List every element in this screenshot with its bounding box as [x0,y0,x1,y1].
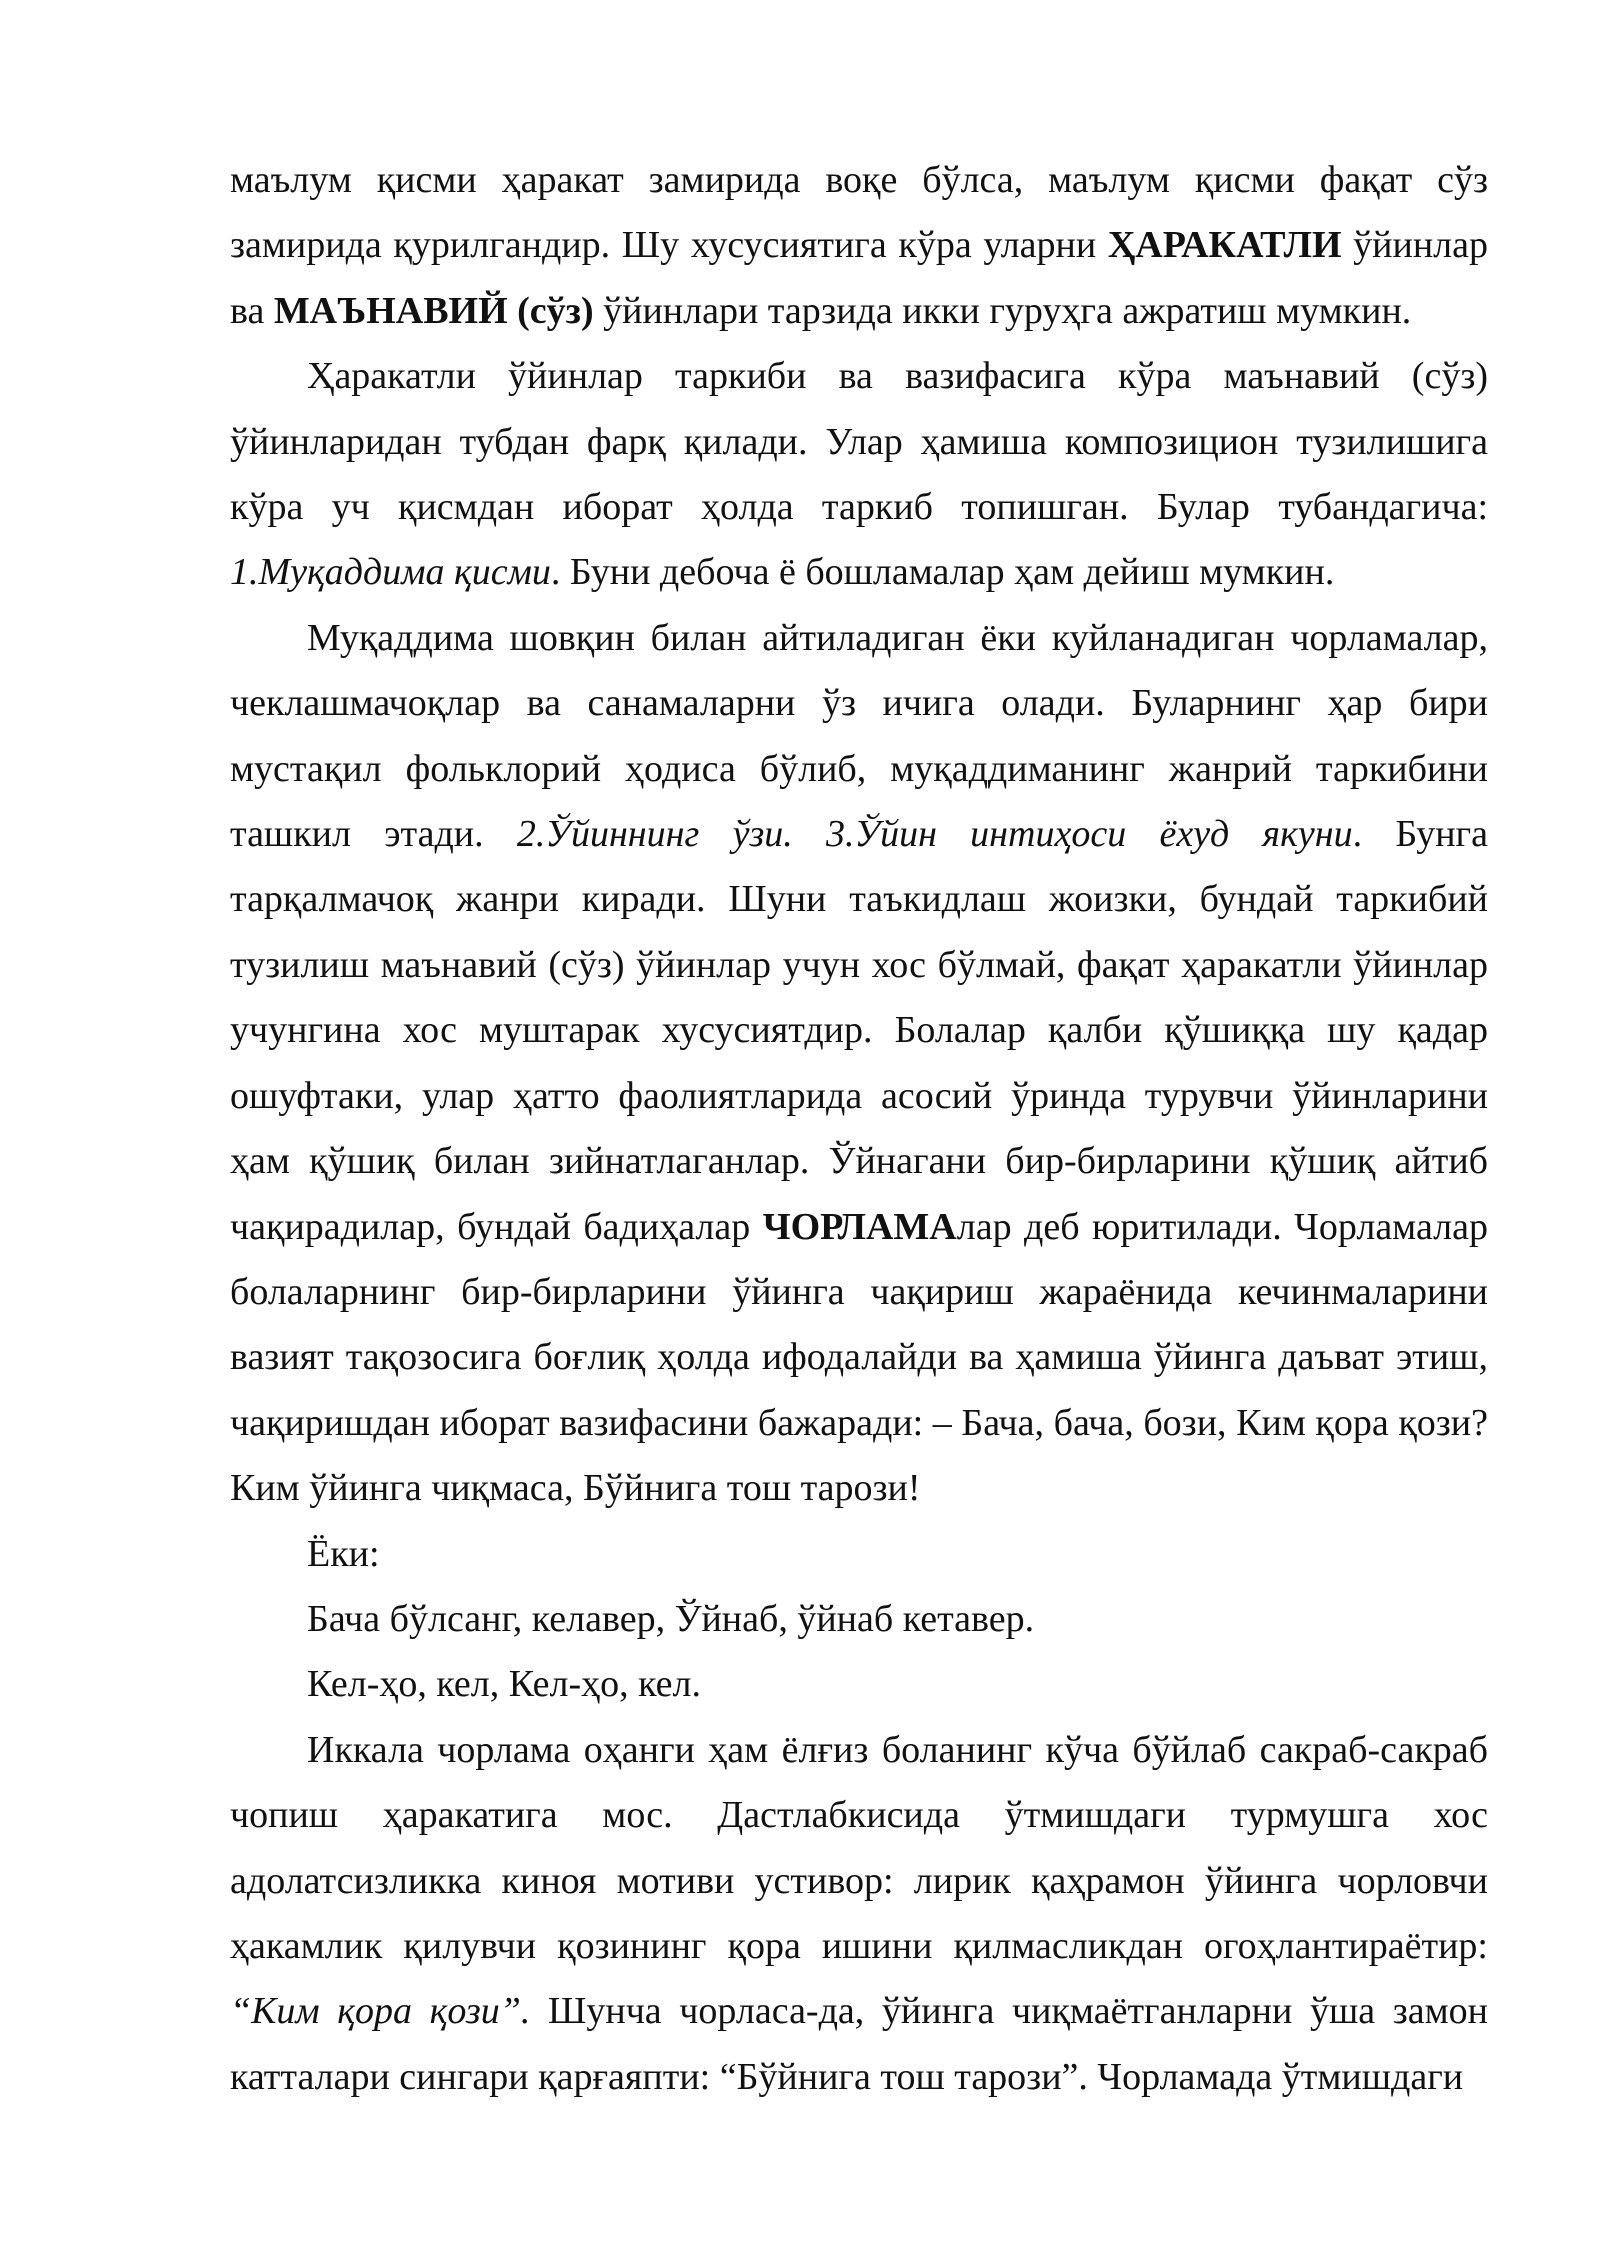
paragraph-3 [230,606,1488,1522]
paragraph-text: . Бунга тарқалмачоқ жанри киради. Шуни таъкидлаш жоизки, бундай таркибий тузилиш маънавий (сўз) ўйинлар учун хос бўлмай, фақат ҳаракатли ўйинлар учунгина хос муштарак хусусиятдир. Болалар қалби қўшиққа шу қадар ошуфтаки, улар ҳатто фаолиятларида асосий ўринда турувчи ўйинларини ҳам қўшиқ билан зийнатлаганлар. Ўйнагани бир-бирларини қўшиқ айтиб чақирадилар, бундай бадиҳалар [230,813,1488,1248]
paragraph-text: Шунча чорласа-да, ўйинга чиқмаётганларни ўша замон катталари сингари қарғаяпти: “Бўйнига тош тарози”. Чорламада ўтмишдаги [230,1990,1488,2098]
bold-term-chorlama: ЧОРЛАМА [762,1205,957,1248]
paragraph-text: ўйинлари тарзида икки гуруҳга ажратиш мумкин. [593,289,1412,332]
verse-line-3: Кел-ҳо, кел, Кел-ҳо, кел. [307,1663,701,1706]
verse-line-2: Бача бўлсанг, келавер, Ўйнаб, ўйнаб кетавер. [307,1597,1035,1640]
paragraph-4 [230,1718,1488,2110]
paragraph-text: . Буни дебоча ё бошламалар ҳам дейиш мумкин. [550,551,1335,594]
paragraph-text: маълум қисми ҳаракат замирида воқе бўлса, маълум қисми фақат сўз замирида қурилгандир. Шу хусусиятига кўра уларни [230,159,1488,267]
paragraph-text: Муқаддима шовқин билан айтиладиган ёки куйланадиган чорламалар, чеклашмачоқлар ва санамаларни ўз ичига олади. Буларнинг ҳар бири мустақил фольклорий ҳодиса бўлиб, муқаддиманинг жанрий таркибини ташкил этади. [230,616,1488,856]
paragraph-1 [230,148,1488,344]
bold-term-harakatli: ҲАРАКАТЛИ [1107,224,1342,267]
verse-line-1: Ёки: [307,1532,380,1575]
paragraph-2 [230,344,1488,606]
italic-term: 2.Ўйиннинг ўзи. 3.Ўйин интиҳоси ёхуд якуни [516,813,1353,856]
paragraph-text: Ҳаракатли ўйинлар таркиби ва вазифасига кўра маънавий (сўз) ўйинларидан тубдан фарқ қилади. Улар ҳамиша композицион тузилишига кўра уч қисмдан иборат ҳолда таркиб топишган. Булар тубандагича: [230,355,1488,529]
document-page [230,148,1488,2110]
paragraph-text: Иккала чорлама оҳанги ҳам ёлғиз боланинг кўча бўйлаб сакраб-сакраб чопиш ҳаракатига мос. Дастлабкисида ўтмишдаги турмушга хос адолатсизликка киноя мотиви устивор: лирик қаҳрамон ўйинга чорловчи ҳакамлик қилувчи қозининг қора ишини қилмасликдан огоҳлантираётир: [230,1728,1488,1967]
italic-term: 1.Муқаддима қисми [230,551,551,594]
italic-quote: “Ким қора қози”. [230,1990,531,2033]
bold-term-manaviy: МАЪНАВИЙ (сўз) [273,289,594,332]
paragraph-text: ўйинлар ва [230,224,1488,332]
paragraph-text: лар деб юритилади. Чорламалар болаларнинг бир-бирларини ўйинга чақириш жараёнида кечинмаларини вазият тақозосига боғлиқ ҳолда ифодалайди ва ҳамиша ўйинга даъват этиш, чақиришдан иборат вазифасини бажаради: – Бача, бача, бози, Ким қора қози? Ким ўйинга чиқмаса, Бўйнига тош тарози! [230,1205,1488,1510]
